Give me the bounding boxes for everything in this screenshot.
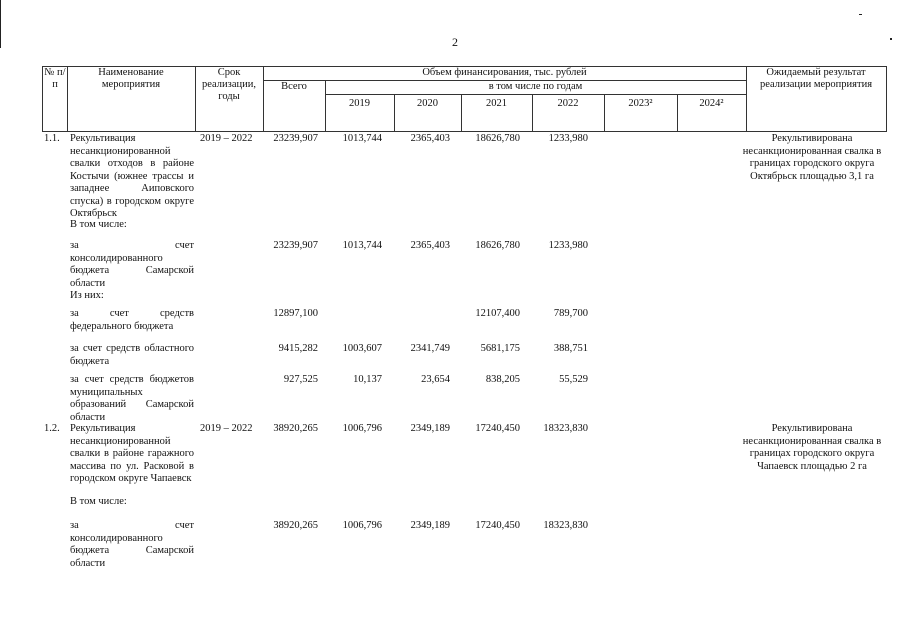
year-2019-cell: 1013,744 (342, 240, 382, 251)
year-2022-cell: 55,529 (559, 374, 588, 385)
section-label: В том числе: (70, 219, 127, 230)
total-cell: 38920,265 (273, 520, 318, 531)
year-2019-cell: 1003,607 (342, 343, 382, 354)
year-2021-cell: 5681,175 (480, 343, 520, 354)
year-header: 2021 (486, 98, 507, 109)
year-2022-cell: 388,751 (553, 343, 588, 354)
col-total-header: Всего (281, 81, 307, 92)
year-2022-cell: 18323,830 (543, 520, 588, 531)
year-header: 2019 (349, 98, 370, 109)
year-2020-cell: 2349,189 (410, 520, 450, 531)
total-cell: 927,525 (283, 374, 318, 385)
year-2021-cell: 17240,450 (475, 423, 520, 434)
row-number: 1.2. (44, 423, 60, 434)
total-cell: 23239,907 (273, 240, 318, 251)
year-2020-cell: 2349,189 (410, 423, 450, 434)
total-cell: 9415,282 (278, 343, 318, 354)
year-2019-cell: 1006,796 (342, 423, 382, 434)
section-label: Из них: (70, 290, 104, 301)
year-2020-cell: 2365,403 (410, 133, 450, 144)
row-number: 1.1. (44, 133, 60, 144)
year-2019-cell: 10,137 (353, 374, 382, 385)
year-header: 2024² (699, 98, 724, 109)
year-2020-cell: 2341,749 (410, 343, 450, 354)
col-result-header: Ожидаемый результат реализации мероприятия (759, 67, 873, 90)
col-period-header: Срок реализации, годы (202, 67, 256, 102)
year-2019-cell: 1006,796 (342, 520, 382, 531)
table-header (42, 66, 887, 132)
measure-name: Рекультивация несанкционированной свалки в районе гаражного массива по ул. Расковой в городском округе Чапаевск (70, 423, 194, 484)
year-2022-cell: 18323,830 (543, 423, 588, 434)
col-funding-header: Объем финансирования, тыс. рублей (422, 67, 587, 78)
year-2021-cell: 17240,450 (475, 520, 520, 531)
scan-dot (890, 38, 892, 40)
year-2022-cell: 789,700 (553, 308, 588, 319)
period-cell: 2019 – 2022 (200, 133, 253, 144)
col-by-years-header: в том числе по годам (488, 81, 583, 92)
year-2021-cell: 838,205 (485, 374, 520, 385)
total-cell: 12897,100 (273, 308, 318, 319)
funding-source: за счет средств областного бюджета (70, 343, 194, 367)
scan-dot (859, 14, 862, 15)
expected-result: Рекультивирована несанкционированная свалка в границах городского округа Октябрьск площадью 3,1 га (742, 133, 882, 182)
year-2021-cell: 18626,780 (475, 133, 520, 144)
funding-source: за счет средств бюджетов муниципальных образований Самарской области (70, 374, 194, 423)
measure-name: Рекультивация несанкционированной свалки отходов в районе Костычи (южнее трассы и западнее Аиповского спуска) в городском округе Октябрьск (70, 133, 194, 219)
section-label: В том числе: (70, 496, 127, 507)
total-cell: 38920,265 (273, 423, 318, 434)
scan-mark (0, 0, 1, 48)
col-no-header: № п/п (44, 67, 66, 90)
page-number: 2 (452, 35, 458, 49)
year-header: 2020 (417, 98, 438, 109)
expected-result: Рекультивирована несанкционированная свалка в границах городского округа Чапаевск площадью 2 га (742, 423, 882, 472)
funding-source: за счет консолидированного бюджета Самарской области (70, 520, 194, 569)
year-2020-cell: 23,654 (421, 374, 450, 385)
col-name-header: Наименование мероприятия (98, 67, 164, 90)
total-cell: 23239,907 (273, 133, 318, 144)
year-2019-cell: 1013,744 (342, 133, 382, 144)
funding-source: за счет средств федерального бюджета (70, 308, 194, 332)
funding-source: за счет консолидированного бюджета Самарской области (70, 240, 194, 289)
year-2021-cell: 12107,400 (475, 308, 520, 319)
year-2022-cell: 1233,980 (548, 133, 588, 144)
year-2020-cell: 2365,403 (410, 240, 450, 251)
year-2022-cell: 1233,980 (548, 240, 588, 251)
year-header: 2022 (557, 98, 579, 109)
year-2021-cell: 18626,780 (475, 240, 520, 251)
year-header: 2023² (628, 98, 653, 109)
period-cell: 2019 – 2022 (200, 423, 253, 434)
